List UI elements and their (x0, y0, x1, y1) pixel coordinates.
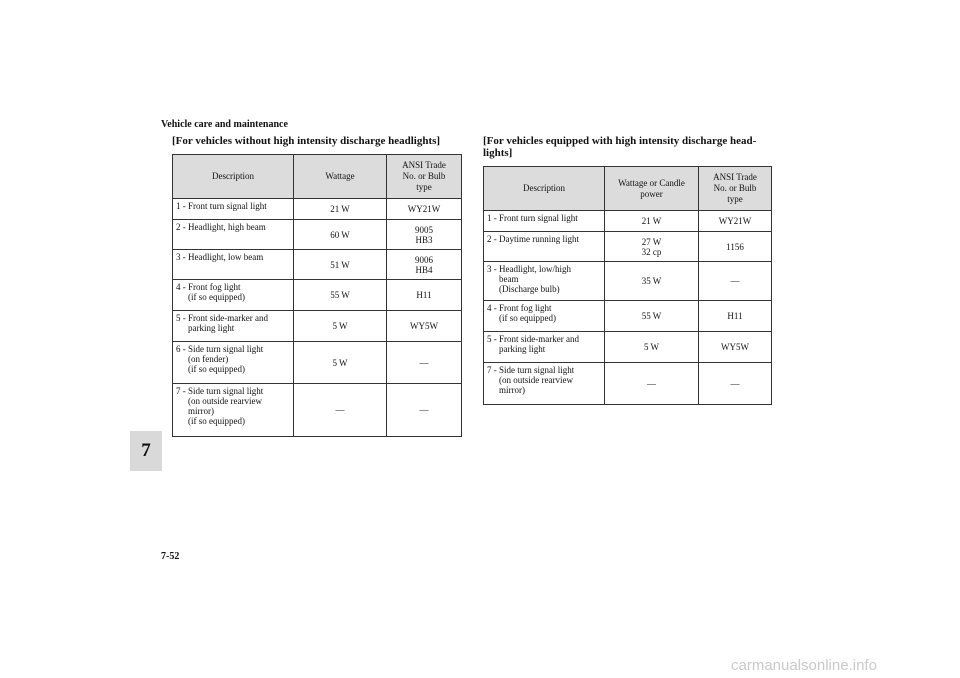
item-description: Front side-marker and parking light (188, 313, 268, 333)
item-number: 1 - (176, 201, 186, 211)
table-row (173, 250, 462, 280)
bulb-type-cell: 9006 HB4 (387, 250, 462, 280)
left-bulb-table (172, 154, 462, 437)
item-number: 2 - (487, 234, 497, 244)
table-row (173, 311, 462, 342)
table-row (484, 232, 772, 262)
wattage-cell: 21 W (294, 199, 387, 220)
wattage-cell: 5 W (294, 311, 387, 342)
table-row (484, 332, 772, 363)
table-row (173, 280, 462, 311)
item-description: Front fog light (if so equipped) (499, 303, 556, 323)
table-row (484, 363, 772, 405)
description-cell (173, 311, 294, 342)
right-table-title: [For vehicles equipped with high intensity discharge head-lights] (483, 135, 757, 159)
wattage-cell: 27 W 32 cp (605, 232, 699, 262)
item-number: 5 - (487, 334, 497, 344)
item-number: 7 - (487, 365, 497, 375)
wattage-cell: 5 W (294, 342, 387, 384)
table-row (173, 342, 462, 384)
table-header-row (484, 167, 772, 211)
header-wattage: Wattage or Candle power (605, 167, 699, 211)
left-table-title: [For vehicles without high intensity discharge headlights] (172, 135, 441, 147)
description-cell (484, 363, 605, 405)
wattage-cell: 55 W (605, 301, 699, 332)
wattage-cell: 5 W (605, 332, 699, 363)
header-description: Description (173, 155, 294, 199)
item-number: 4 - (487, 303, 497, 313)
item-description: Headlight, low beam (188, 252, 264, 262)
bulb-type-cell: — (699, 363, 772, 405)
item-number: 7 - (176, 386, 186, 396)
header-bulb-type: ANSI Trade No. or Bulb type (699, 167, 772, 211)
bulb-type-cell: WY21W (699, 211, 772, 232)
watermark: carmanualsonline.info (731, 657, 877, 674)
table-row (484, 211, 772, 232)
description-cell (173, 280, 294, 311)
description-cell (484, 301, 605, 332)
bulb-type-cell: — (699, 262, 772, 301)
description-cell (173, 384, 294, 437)
wattage-cell: 35 W (605, 262, 699, 301)
item-description: Front fog light (if so equipped) (188, 282, 245, 302)
table-header-row (173, 155, 462, 199)
item-number: 1 - (487, 213, 497, 223)
wattage-cell: — (605, 363, 699, 405)
item-description: Side turn signal light (on outside rearview mirror) (if so equipped) (188, 386, 264, 426)
header-bulb-type: ANSI Trade No. or Bulb type (387, 155, 462, 199)
header-wattage: Wattage (294, 155, 387, 199)
wattage-cell: 21 W (605, 211, 699, 232)
table-row (484, 301, 772, 332)
table-row (173, 199, 462, 220)
page-number: 7-52 (161, 551, 180, 562)
wattage-cell: 55 W (294, 280, 387, 311)
right-bulb-table (483, 166, 772, 405)
item-description: Front side-marker and parking light (499, 334, 579, 354)
bulb-type-cell: H11 (387, 280, 462, 311)
item-description: Side turn signal light (on outside rearview mirror) (499, 365, 575, 395)
table-row (173, 220, 462, 250)
description-cell (484, 211, 605, 232)
item-description: Headlight, high beam (188, 222, 266, 232)
wattage-cell: — (294, 384, 387, 437)
item-description: Front turn signal light (188, 201, 267, 211)
header-description: Description (484, 167, 605, 211)
item-description: Side turn signal light (on fender) (if so equipped) (188, 344, 264, 374)
bulb-type-cell: WY21W (387, 199, 462, 220)
section-header: Vehicle care and maintenance (161, 119, 288, 130)
bulb-type-cell: 1156 (699, 232, 772, 262)
bulb-type-cell: H11 (699, 301, 772, 332)
table-row (484, 262, 772, 301)
item-number: 3 - (176, 252, 186, 262)
item-description: Headlight, low/high beam (Discharge bulb) (499, 264, 571, 294)
item-number: 5 - (176, 313, 186, 323)
description-cell (484, 332, 605, 363)
description-cell (173, 220, 294, 250)
description-cell (173, 199, 294, 220)
wattage-cell: 51 W (294, 250, 387, 280)
bulb-type-cell: — (387, 384, 462, 437)
description-cell (484, 232, 605, 262)
wattage-cell: 60 W (294, 220, 387, 250)
description-cell (173, 342, 294, 384)
bulb-type-cell: — (387, 342, 462, 384)
item-number: 4 - (176, 282, 186, 292)
item-number: 3 - (487, 264, 497, 274)
item-description: Daytime running light (499, 234, 579, 244)
bulb-type-cell: WY5W (387, 311, 462, 342)
bulb-type-cell: 9005 HB3 (387, 220, 462, 250)
description-cell (173, 250, 294, 280)
bulb-type-cell: WY5W (699, 332, 772, 363)
chapter-tab: 7 (130, 431, 162, 471)
table-row (173, 384, 462, 437)
item-number: 2 - (176, 222, 186, 232)
description-cell (484, 262, 605, 301)
item-description: Front turn signal light (499, 213, 578, 223)
item-number: 6 - (176, 344, 186, 354)
